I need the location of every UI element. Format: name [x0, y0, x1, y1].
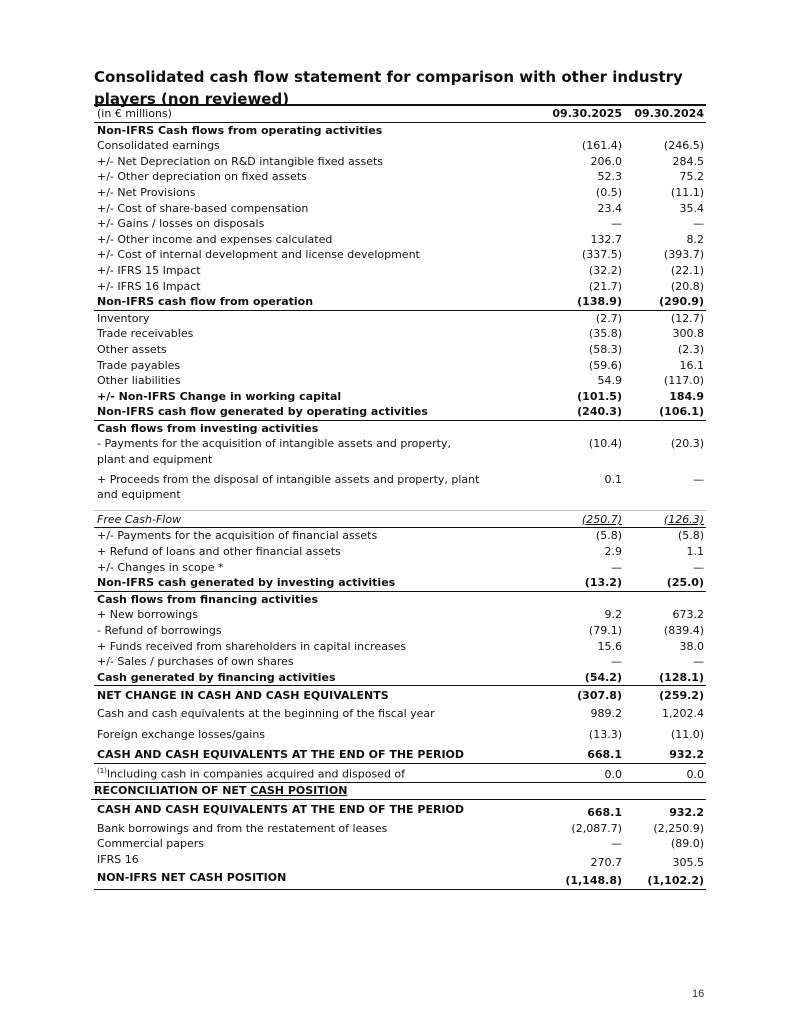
working-capital-rows	[94, 311, 706, 389]
table-row: + Refund of loans and other financial assets 2.9 1.1	[97, 545, 704, 559]
net-cash-position-total: NON-IFRS NET CASH POSITION (1,148.8) (1,102.2)	[94, 870, 706, 890]
table-row: +/- Other income and expenses calculated 132.7 8.2	[97, 232, 704, 246]
unit-label: (in € millions)	[97, 107, 172, 120]
section-heading-financing: Cash flows from financing activities	[97, 592, 319, 606]
section-heading-operating: Non-IFRS Cash flows from operating activities	[97, 123, 383, 137]
table-row: +/- Sales / purchases of own shares — —	[97, 655, 704, 669]
fx-row: Foreign exchange losses/gains (13.3) (11.0)	[97, 727, 704, 741]
table-row: +/- IFRS 15 Impact (32.2) (22.1)	[97, 263, 704, 277]
table-row: +/- Other depreciation on fixed assets 52.3 75.2	[97, 170, 704, 184]
reconciliation-rows	[94, 821, 706, 871]
table-header	[94, 104, 706, 123]
financing-total: Cash generated by financing activities (54.2) (128.1)	[94, 670, 706, 687]
table-row: IFRS 16 270.7 305.5	[97, 852, 704, 869]
table-row: Inventory (2.7) (12.7)	[97, 311, 704, 325]
table-row: Trade receivables (35.8) 300.8	[97, 327, 704, 341]
table-row: Consolidated earnings (161.4) (246.5)	[97, 139, 704, 153]
financing-rows	[94, 607, 706, 669]
operating-total: Non-IFRS cash flow generated by operating activities (240.3) (106.1)	[94, 404, 706, 421]
beginning-cash-row: Cash and cash equivalents at the beginning of the fiscal year 989.2 1,202.4	[97, 706, 704, 720]
investing-rows	[94, 527, 706, 575]
table-row: + Funds received from shareholders in capital increases 15.6 38.0	[97, 639, 704, 653]
table-row: +/- Net Depreciation on R&D intangible fixed assets 206.0 284.5	[97, 154, 704, 168]
table-row: Other assets (58.3) (2.3)	[97, 342, 704, 356]
table-row: Bank borrowings and from the restatement of leases (2,087.7) (2,250.9)	[97, 821, 704, 835]
table-row: Trade payables (59.6) 16.1	[97, 358, 704, 372]
footnote-row: $^{(1)}$Including cash in companies acquired and disposed of 0.0 0.0	[94, 764, 706, 784]
table-row: - Payments for the acquisition of intangible assets and property, plant and equipment (10.4) (20.3)	[97, 437, 704, 467]
table-row: +/- Payments for the acquisition of financial assets (5.8) (5.8)	[97, 529, 704, 543]
net-change-row: NET CHANGE IN CASH AND CASH EQUIVALENTS (307.8) (259.2)	[97, 689, 704, 703]
table-row: Commercial papers — (89.0)	[97, 837, 704, 851]
table-row: +/- Cost of internal development and license development (337.5) (393.7)	[97, 248, 704, 262]
subtotal-operation: Non-IFRS cash flow from operation (138.9) (290.9)	[94, 294, 706, 311]
table-row: +/- Gains / losses on disposals — —	[97, 217, 704, 231]
reconciliation-heading: RECONCILIATION OF NET CASH POSITION	[91, 783, 706, 800]
footnote-marker: (1)	[97, 766, 107, 775]
table-row: +/- Changes in scope * — —	[97, 560, 704, 574]
table-row: + New borrowings 9.2 673.2	[97, 608, 704, 622]
working-capital-total: +/- Non-IFRS Change in working capital (101.5) 184.9	[97, 389, 704, 403]
table-row: + Proceeds from the disposal of intangible assets and property, plant and equipment 0.1 —	[94, 472, 706, 511]
column-header-2025: 09.30.2025	[552, 107, 622, 120]
table-row: +/- Net Provisions (0.5) (11.1)	[97, 185, 704, 199]
free-cash-flow-row: Free Cash-Flow (250.7) (126.3)	[97, 512, 704, 526]
table-row: Other liabilities 54.9 (117.0)	[97, 374, 704, 388]
document-title: Consolidated cash flow statement for comparison with other industry players (non reviewed)	[94, 68, 683, 108]
table-row: - Refund of borrowings (79.1) (839.4)	[97, 624, 704, 637]
investing-total: Non-IFRS cash generated by investing activities (13.2) (25.0)	[94, 575, 706, 592]
section-heading-investing: Cash flows from investing activities	[97, 421, 319, 435]
table-row: +/- IFRS 16 Impact (21.7) (20.8)	[97, 279, 704, 293]
end-cash-row: CASH AND CASH EQUIVALENTS AT THE END OF THE PERIOD 668.1 932.2	[94, 747, 706, 764]
table-row: +/- Cost of share-based compensation 23.4 35.4	[97, 201, 704, 215]
column-header-2024: 09.30.2024	[634, 107, 704, 120]
cash-flow-table	[94, 104, 706, 890]
page-number: 16	[692, 988, 705, 1000]
operating-rows	[94, 138, 706, 294]
reconciliation-start-row: CASH AND CASH EQUIVALENTS AT THE END OF THE PERIOD 668.1 932.2	[97, 802, 704, 819]
